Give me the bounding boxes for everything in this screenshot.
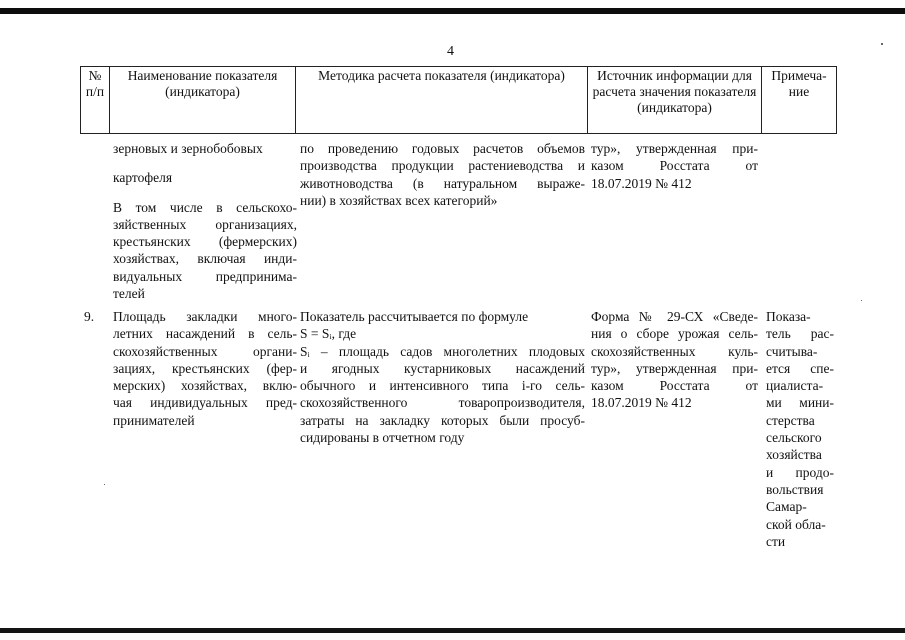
continued-name-line: крестьянских (фермерских) (113, 234, 297, 250)
row-9-note-line: считыва- (766, 343, 818, 359)
continued-method-cell (300, 140, 585, 209)
row-9-name-line: зациях, крестьянских (фер- (113, 360, 297, 376)
row-9-note-line: ется спе- (766, 360, 834, 376)
row-9-method-line: и ягодных кустарниковых насаждений (300, 360, 585, 376)
header-col-number: № п/п (81, 67, 110, 134)
row-9-source-line: Форма № 29-СХ «Сведе- (591, 309, 758, 324)
row-9-note-line: Показа- (766, 309, 811, 324)
continued-name-line: зерновых и зернобобовых (113, 141, 263, 156)
continued-name-line: картофеля (113, 170, 173, 186)
row-9-note-line: Самар- (766, 499, 807, 515)
continued-name-line: В том числе в сельскохо- (113, 199, 297, 215)
continued-source-line: казом Росстата от (591, 158, 758, 174)
row-9-note-line: сельского (766, 430, 822, 446)
row-9-note-line: ми мини- (766, 395, 834, 411)
continued-source-cell (591, 140, 758, 192)
continued-method-line: животноводства (в натуральном выраже- (300, 175, 585, 191)
row-9-method-line: Sᵢ – площадь садов многолетних плодовых (300, 343, 585, 359)
continued-name-line: видуальных предпринима- (113, 268, 297, 284)
row-9-name-line: чая индивидуальных пред- (113, 395, 297, 411)
continued-name-line: хозяйствах, включая инди- (113, 251, 297, 267)
row-9-method-line: затраты на закладку которых были просуб- (300, 412, 585, 428)
table-header (80, 66, 837, 134)
row-9-source-line: тур», утвержденная при- (591, 360, 758, 376)
continued-name-cell (113, 140, 297, 302)
row-9-note-line: сти (766, 533, 786, 549)
row-9-note-line: хозяйства (766, 447, 822, 463)
row-9-note-line: тель рас- (766, 326, 834, 342)
scan-edge-bottom (0, 628, 905, 633)
row-9-note-line: и продо- (766, 464, 834, 480)
row-9-note-line: циалиста- (766, 378, 824, 394)
row-9-method-line: скохозяйственного товаропроизводителя, (300, 395, 585, 411)
row-9-source-cell (591, 308, 758, 412)
page-number: 4 (447, 44, 454, 59)
row-9-name-line: летних насаждений в сель- (113, 326, 297, 342)
row-9-method-line: Показатель рассчитывается по формуле (300, 309, 529, 324)
scan-speck (104, 484, 105, 485)
header-col-note: Примеча-ние (762, 67, 837, 134)
row-9-source-line: скохозяйственных куль- (591, 343, 758, 359)
row-9-source-line: ния о сборе урожая сель- (591, 326, 758, 342)
row-9-note-line: ской обла- (766, 516, 826, 532)
row-9-name-line: мерских) хозяйствах, вклю- (113, 378, 297, 394)
row-9-source-line: 18.07.2019 № 412 (591, 395, 692, 411)
row-9-name-line: скохозяйственных органи- (113, 343, 297, 359)
row-9-number: 9. (84, 309, 95, 324)
continued-method-line: по проведению годовых расчетов объемов (300, 141, 585, 156)
header-col-name: Наименование показателя (индикатора) (110, 67, 296, 134)
header-col-source: Источник информации для расчета значения показателя (индикатора) (588, 67, 762, 134)
continued-source-line: 18.07.2019 № 412 (591, 175, 692, 191)
row-9-method-formula: S = Sᵢ, где (300, 326, 357, 342)
continued-name-line: зяйственных организациях, (113, 216, 297, 232)
row-9-note-cell (766, 308, 834, 550)
row-9-method-line: сидированы в отчетном году (300, 430, 465, 446)
row-9-name-line: Площадь закладки много- (113, 309, 297, 324)
scan-speck (881, 43, 883, 45)
continued-method-line: нии) в хозяйствах всех категорий» (300, 192, 498, 208)
continued-name-line: телей (113, 286, 145, 302)
row-9-method-line: обычного и интенсивного типа i-го сель- (300, 378, 585, 394)
scan-speck (861, 300, 862, 301)
row-9-method-cell (300, 308, 585, 446)
continued-method-line: производства продукции растениеводства и (300, 158, 585, 174)
row-9-source-line: казом Росстата от (591, 378, 758, 394)
row-9-note-line: вольствия (766, 481, 824, 497)
row-9-name-line: принимателей (113, 412, 195, 428)
row-9-note-line: стерства (766, 412, 815, 428)
header-col-method: Методика расчета показателя (индикатора) (296, 67, 588, 134)
continued-source-line: тур», утвержденная при- (591, 141, 758, 156)
row-9-name-cell (113, 308, 297, 429)
scan-edge-top (0, 8, 905, 14)
